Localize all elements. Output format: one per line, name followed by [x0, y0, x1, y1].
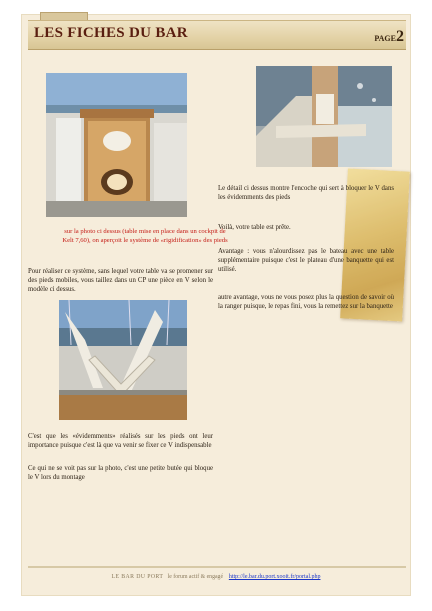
forum-link[interactable]: http://le.bar.du.port.xooit.fr/portal.php — [228, 574, 321, 580]
page-number: 2 — [396, 28, 404, 45]
photo-notch-detail — [256, 66, 392, 167]
footer-brand: LE BAR DU PORT — [111, 574, 164, 580]
paragraph-left-2: C'est que les «évidemments» réalisés sur les pieds ont leur importance puisque c'est là que va venir se fixer ce V indispensable — [28, 433, 213, 449]
paragraph-right-3: Avantage : vous n'alourdissez pas le bateau avec une table supplémentaire puisque c'est le plateau d'une banquette qui est utilisé. — [218, 248, 394, 273]
photo-table-cockpit — [46, 73, 187, 217]
paragraph-right-1: Le détail ci dessus montre l'encoche qui sert à bloquer le V dans les évidemments des pieds — [218, 185, 394, 201]
page-title: LES FICHES DU BAR — [34, 25, 188, 41]
footer-divider — [28, 566, 406, 568]
paragraph-left-1: Pour réaliser ce système, sans lequel votre table va se promener sur des pieds mobiles, vous taillez dans un CP une pièce en V selon le modèle ci dessus. — [28, 268, 213, 293]
footer — [0, 574, 432, 580]
footer-tagline: le forum actif & engagé — [167, 574, 224, 580]
photo-caption: sur la photo ci dessus (table mise en place dans un cockpit de Kelt 7,60), on aperçoit le système de «rigidification» des pieds — [62, 228, 228, 244]
paragraph-left-3: Ce qui ne se voit pas sur la photo, c'est une petite butée qui bloque le V lors du montage — [28, 465, 213, 481]
page-indicator — [374, 28, 404, 46]
page-label: PAGE — [374, 34, 396, 43]
paragraph-right-2: Voilà, votre table est prête. — [218, 224, 291, 231]
paragraph-right-4: autre avantage, vous ne vous posez plus la question de savoir où la ranger puisque, le repas fini, vous la remettez sur la banquette — [218, 294, 394, 310]
photo-v-piece — [59, 300, 187, 420]
